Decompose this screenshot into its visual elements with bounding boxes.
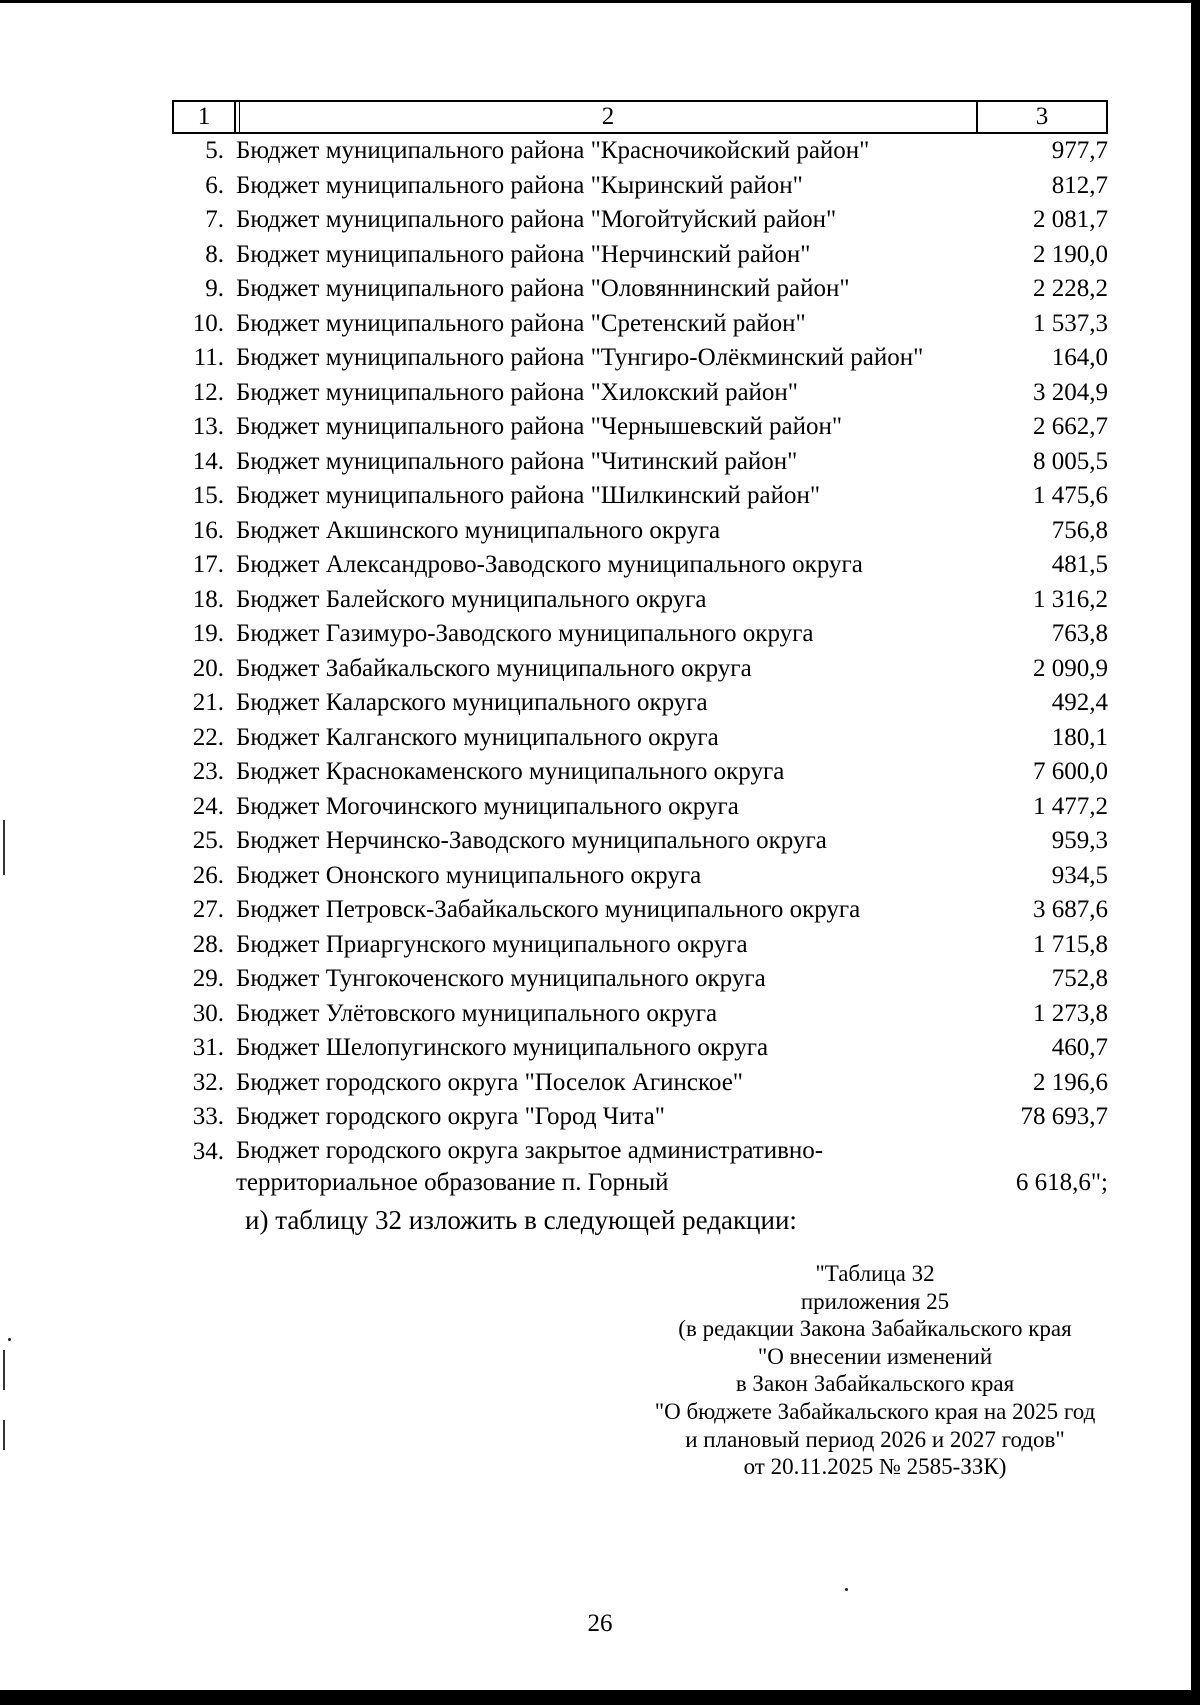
row-value: 934,5 (1051, 861, 1108, 889)
instruction-text: и) таблицу 32 изложить в следующей редакции: (245, 1205, 797, 1235)
table-row (172, 169, 1108, 204)
table-row (172, 376, 1108, 411)
scan-edge-right (1191, 0, 1200, 1705)
table-header (172, 100, 1108, 134)
row-name: Бюджет муниципального района "Читинский район" (236, 447, 798, 475)
row-name: Бюджет муниципального района "Красночикойский район" (236, 137, 870, 164)
table-row (172, 721, 1108, 756)
row-number: 32. (192, 1068, 224, 1096)
row-number: 16. (192, 516, 224, 544)
table-row (172, 790, 1108, 825)
row-value-suffix: "; (1090, 1168, 1108, 1196)
row-number: 29. (192, 965, 224, 992)
table-row (172, 203, 1108, 238)
row-number: 18. (192, 585, 224, 613)
row-number: 33. (192, 1103, 224, 1130)
row-name: Бюджет муниципального района "Тунгиро-Олёкминский район" (236, 344, 924, 371)
row-value: 1 715,8 (1033, 930, 1108, 958)
row-name-line-1: Бюджет городского округа закрытое административно- (236, 1136, 824, 1164)
row-number: 5. (205, 137, 224, 164)
table-row (172, 410, 1108, 445)
table-row (172, 893, 1108, 928)
caption-line: "О внесении изменений (757, 1343, 993, 1369)
caption-line: и плановый период 2026 и 2027 годов" (685, 1426, 1065, 1452)
row-value: 812,7 (1051, 171, 1108, 199)
caption-line: приложения 25 (800, 1288, 950, 1314)
row-number: 31. (192, 1034, 224, 1061)
row-name: Бюджет Александрово-Заводского муниципального округа (236, 551, 863, 578)
caption-line: "О бюджете Забайкальского края на 2025 год (654, 1398, 1096, 1424)
row-value: 756,8 (1051, 516, 1108, 544)
table-body (172, 134, 1108, 1135)
row-number: 11. (193, 344, 224, 371)
scan-mark (3, 820, 5, 875)
row-value: 1 537,3 (1033, 309, 1108, 337)
row-value: 1 273,8 (1033, 999, 1108, 1027)
row-name: Бюджет Улётовского муниципального округа (236, 999, 718, 1027)
table-row (172, 272, 1108, 307)
row-value: 2 090,9 (1033, 654, 1108, 682)
row-name: Бюджет городского округа "Поселок Агинское" (236, 1068, 743, 1096)
row-number: 27. (192, 896, 224, 923)
row-value: 78 693,7 (1020, 1103, 1108, 1130)
row-number: 23. (192, 758, 224, 785)
row-number: 30. (192, 999, 224, 1027)
table-row (172, 548, 1108, 583)
row-number: 8. (205, 240, 224, 268)
row-name: Бюджет муниципального района "Оловяннинский район" (236, 275, 850, 302)
row-value: 3 687,6 (1033, 896, 1108, 923)
row-value: 763,8 (1051, 620, 1108, 647)
budget-table (172, 100, 1108, 1199)
row-number: 17. (192, 551, 224, 578)
row-number: 28. (192, 930, 224, 958)
table-caption (620, 1260, 1130, 1481)
row-value: 1 316,2 (1033, 585, 1108, 613)
row-number: 9. (205, 275, 224, 302)
row-name: Бюджет Петровск-Забайкальского муниципального округа (236, 896, 861, 923)
caption-line: от 20.11.2025 № 2585-ЗЗК) (743, 1454, 1007, 1480)
table-row (172, 341, 1108, 376)
row-value: 2 081,7 (1033, 206, 1108, 233)
table-row (172, 652, 1108, 687)
row-name: Бюджет муниципального района "Кыринский район" (236, 171, 803, 199)
table-row (172, 1066, 1108, 1101)
row-number: 20. (192, 654, 224, 682)
row-name: Бюджет Балейского муниципального округа (236, 585, 707, 613)
scan-mark (3, 1420, 5, 1450)
row-name: Бюджет муниципального района "Хилокский район" (236, 378, 799, 406)
row-number: 15. (192, 482, 224, 509)
row-name: Бюджет Шелопугинского муниципального округа (236, 1034, 769, 1061)
row-number: 24. (192, 792, 224, 820)
table-row (172, 686, 1108, 721)
row-value: 2 190,0 (1033, 240, 1108, 268)
row-number: 14. (192, 447, 224, 475)
row-value-number: 6 618,6 (1015, 1168, 1091, 1196)
row-value: 7 600,0 (1033, 758, 1108, 785)
caption-line: (в редакции Закона Забайкальского края (678, 1316, 1072, 1342)
row-name: Бюджет Могочинского муниципального округа (236, 792, 739, 820)
row-value: 752,8 (1051, 965, 1108, 992)
caption-line: "Таблица 32 (815, 1261, 935, 1286)
row-value: 977,7 (1051, 137, 1108, 164)
row-number: 6. (205, 171, 224, 199)
table-row-34 (172, 1135, 1108, 1199)
row-number: 25. (192, 827, 224, 854)
row-name: Бюджет Каларского муниципального округа (236, 689, 708, 716)
row-number: 34. (192, 1137, 224, 1165)
row-name: Бюджет Тунгокоченского муниципального округа (236, 965, 766, 992)
row-value: 180,1 (1051, 723, 1108, 751)
scan-edge-bottom (0, 1690, 1200, 1705)
header-col-3: 3 (1035, 103, 1049, 130)
row-name: Бюджет Краснокаменского муниципального округа (236, 758, 785, 785)
row-name: Бюджет муниципального района "Шилкинский район" (236, 482, 821, 509)
row-name: Бюджет Приаргунского муниципального округа (236, 930, 748, 958)
caption-line: в Закон Забайкальского края (735, 1371, 1015, 1397)
row-number: 26. (192, 861, 224, 889)
table-row (172, 514, 1108, 549)
row-name: Бюджет муниципального района "Нерчинский район" (236, 240, 811, 268)
row-name: Бюджет Калганского муниципального округа (236, 723, 719, 751)
table-row (172, 928, 1108, 963)
row-value: 2 196,6 (1033, 1068, 1108, 1096)
row-number: 21. (192, 689, 224, 716)
page-number: 26 (587, 1610, 613, 1637)
row-name: Бюджет муниципального района "Чернышевский район" (236, 413, 843, 440)
row-name: Бюджет муниципального района "Могойтуйский район" (236, 206, 837, 233)
table-row (172, 307, 1108, 342)
row-value: 492,4 (1051, 689, 1108, 716)
table-row (172, 859, 1108, 894)
header-col-2: 2 (239, 102, 978, 132)
row-value: 959,3 (1051, 827, 1108, 854)
row-value: 1 475,6 (1033, 482, 1108, 509)
row-value: 8 005,5 (1033, 447, 1108, 475)
row-number: 12. (192, 378, 224, 406)
row-name: Бюджет Газимуро-Заводского муниципального округа (236, 620, 814, 647)
row-value: 2 228,2 (1033, 275, 1108, 302)
row-name: Бюджет муниципального района "Сретенский район" (236, 309, 806, 337)
row-value: 164,0 (1051, 344, 1108, 371)
row-name: Бюджет городского округа "Город Чита" (236, 1103, 665, 1130)
row-number: 19. (192, 620, 224, 647)
scan-mark (3, 1350, 5, 1390)
row-name: Бюджет Ононского муниципального округа (236, 861, 702, 889)
row-number: 22. (192, 723, 224, 751)
table-row (172, 238, 1108, 273)
row-name: Бюджет Нерчинско-Заводского муниципального округа (236, 827, 827, 854)
row-number: 10. (192, 309, 224, 337)
row-value: 481,5 (1051, 551, 1108, 578)
row-value: 2 662,7 (1033, 413, 1108, 440)
table-row (172, 134, 1108, 169)
row-value: 460,7 (1051, 1034, 1108, 1061)
header-col-1: 1 (174, 102, 236, 132)
table-row (172, 583, 1108, 618)
scan-dot (8, 1338, 11, 1341)
row-number: 13. (192, 413, 224, 440)
row-value: 3 204,9 (1033, 378, 1108, 406)
table-row (172, 1031, 1108, 1066)
row-number: 7. (205, 206, 224, 233)
table-row (172, 755, 1108, 790)
scan-edge-top (0, 0, 1200, 3)
table-row (172, 962, 1108, 997)
row-name (232, 1135, 980, 1199)
table-row (172, 479, 1108, 514)
row-name-line-2: территориальное образование п. Горный (236, 1168, 669, 1196)
row-value (980, 1135, 1108, 1199)
table-row (172, 617, 1108, 652)
row-value: 1 477,2 (1033, 792, 1108, 820)
table-row (172, 997, 1108, 1032)
scan-dot (845, 1588, 848, 1591)
table-row (172, 1100, 1108, 1135)
row-name: Бюджет Забайкальского муниципального округа (236, 654, 752, 682)
table-row (172, 824, 1108, 859)
row-name: Бюджет Акшинского муниципального округа (236, 516, 721, 544)
table-row (172, 445, 1108, 480)
